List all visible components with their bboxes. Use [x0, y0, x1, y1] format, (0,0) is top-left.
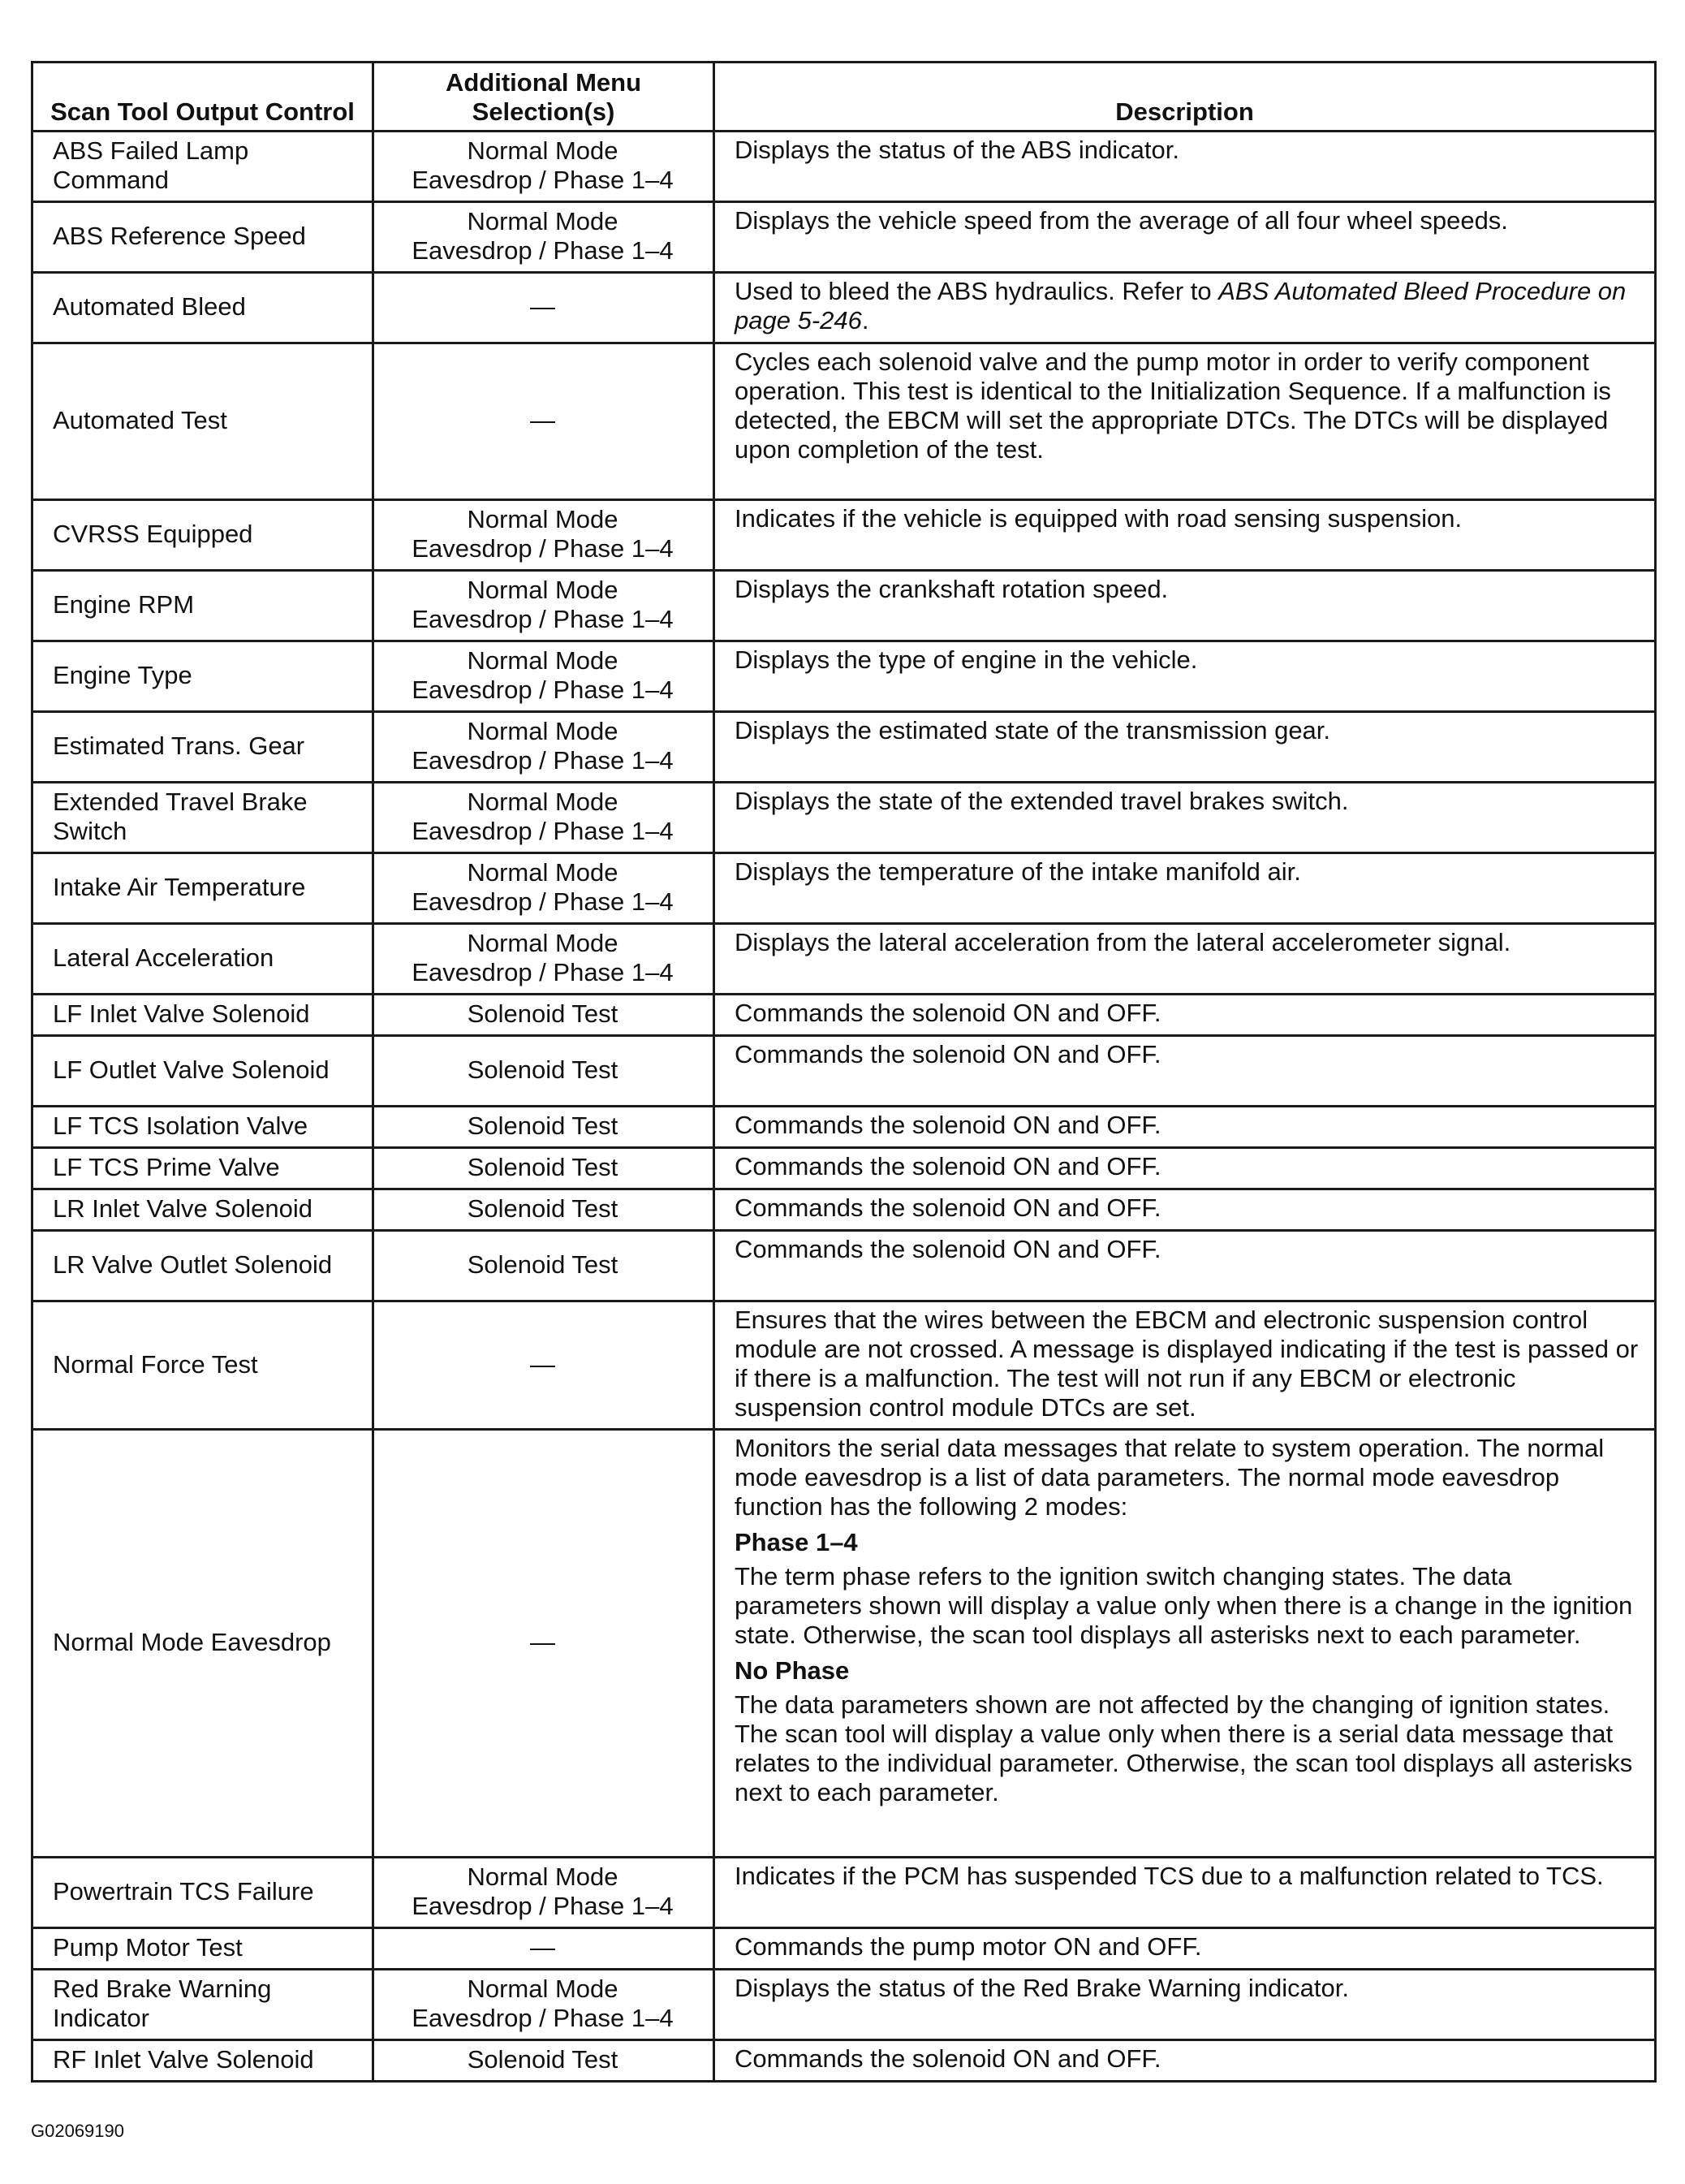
table-row: [32, 1970, 1656, 2040]
cell-menu-selection: —: [373, 343, 714, 500]
cell-menu-selection: Normal Mode Eavesdrop / Phase 1–4: [373, 1970, 714, 2040]
cell-output-control: Estimated Trans. Gear: [32, 712, 373, 783]
description-text: Displays the state of the extended travel brakes switch.: [735, 787, 1349, 815]
cell-output-control: Engine Type: [32, 641, 373, 712]
table-row: [32, 273, 1656, 343]
cell-output-control: LF TCS Prime Valve: [32, 1148, 373, 1189]
cell-description: [714, 712, 1656, 783]
cell-menu-selection: Normal Mode Eavesdrop / Phase 1–4: [373, 783, 714, 853]
table-row: [32, 1231, 1656, 1301]
cell-output-control: Automated Bleed: [32, 273, 373, 343]
cell-description: [714, 1189, 1656, 1231]
cell-output-control: CVRSS Equipped: [32, 500, 373, 571]
cell-output-control: Automated Test: [32, 343, 373, 500]
table-row: [32, 641, 1656, 712]
description-text: Commands the solenoid ON and OFF.: [735, 1152, 1161, 1180]
cell-description: [714, 1107, 1656, 1148]
description-text: Displays the estimated state of the transmission gear.: [735, 716, 1331, 745]
cell-description: [714, 1928, 1656, 1970]
table-row: [32, 924, 1656, 995]
table-body: [32, 132, 1656, 2082]
cell-menu-selection: Normal Mode Eavesdrop / Phase 1–4: [373, 500, 714, 571]
cell-menu-selection: Normal Mode Eavesdrop / Phase 1–4: [373, 571, 714, 641]
description-text: Used to bleed the ABS hydraulics. Refer to: [735, 277, 1219, 305]
cell-output-control: ABS Failed Lamp Command: [32, 132, 373, 202]
table-row: [32, 1430, 1656, 1858]
table-row: [32, 132, 1656, 202]
cell-description: [714, 995, 1656, 1036]
description-subtext: The term phase refers to the ignition switch changing states. The data parameters shown will display a value only when there is a change in the ignition state. Otherwise, the scan tool displays all asterisks next to each parameter.: [735, 1562, 1633, 1649]
header-description: Description: [714, 63, 1656, 132]
cell-description: [714, 571, 1656, 641]
cell-menu-selection: Normal Mode Eavesdrop / Phase 1–4: [373, 1858, 714, 1928]
cell-output-control: Lateral Acceleration: [32, 924, 373, 995]
table-row: [32, 2040, 1656, 2082]
description-subtext: The data parameters shown are not affected by the changing of ignition states. The scan tool will display a value only when there is a serial data message that relates to the individual parameter. Otherwise, the scan tool displays all asterisks next to each parameter.: [735, 1690, 1633, 1806]
cell-output-control: LF Inlet Valve Solenoid: [32, 995, 373, 1036]
description-text: Displays the crankshaft rotation speed.: [735, 575, 1169, 603]
table-row: [32, 853, 1656, 924]
cell-menu-selection: Solenoid Test: [373, 1036, 714, 1107]
description-text: Displays the status of the Red Brake Warning indicator.: [735, 1974, 1350, 2002]
cell-menu-selection: Solenoid Test: [373, 1231, 714, 1301]
cell-description: [714, 343, 1656, 500]
cell-description: [714, 1036, 1656, 1107]
cell-output-control: LR Inlet Valve Solenoid: [32, 1189, 373, 1231]
cell-output-control: Normal Force Test: [32, 1301, 373, 1430]
description-text: Commands the solenoid ON and OFF.: [735, 1193, 1161, 1222]
cell-menu-selection: —: [373, 1301, 714, 1430]
cell-menu-selection: Normal Mode Eavesdrop / Phase 1–4: [373, 853, 714, 924]
cell-output-control: Normal Mode Eavesdrop: [32, 1430, 373, 1858]
cell-menu-selection: Solenoid Test: [373, 1189, 714, 1231]
cell-description: [714, 1970, 1656, 2040]
cell-description: [714, 273, 1656, 343]
cell-output-control: LF Outlet Valve Solenoid: [32, 1036, 373, 1107]
table-header-row: [32, 63, 1656, 132]
table-row: [32, 1189, 1656, 1231]
table-row: [32, 202, 1656, 273]
cell-menu-selection: Normal Mode Eavesdrop / Phase 1–4: [373, 202, 714, 273]
table-row: [32, 1036, 1656, 1107]
header-scan-tool-output-control: Scan Tool Output Control: [32, 63, 373, 132]
table-row: [32, 1107, 1656, 1148]
cell-output-control: LR Valve Outlet Solenoid: [32, 1231, 373, 1301]
description-text: Commands the solenoid ON and OFF.: [735, 1235, 1161, 1263]
cell-menu-selection: —: [373, 1928, 714, 1970]
cell-menu-selection: Solenoid Test: [373, 995, 714, 1036]
figure-id: G02069190: [31, 2121, 124, 2141]
cell-description: [714, 924, 1656, 995]
cell-description: [714, 1231, 1656, 1301]
description-reference: ABS Automated Bleed Procedure on page 5-246: [735, 277, 1627, 335]
description-text: Indicates if the PCM has suspended TCS due to a malfunction related to TCS.: [735, 1862, 1604, 1890]
cell-description: [714, 641, 1656, 712]
cell-description: [714, 132, 1656, 202]
description-text: Displays the lateral acceleration from the lateral accelerometer signal.: [735, 928, 1511, 956]
cell-output-control: LF TCS Isolation Valve: [32, 1107, 373, 1148]
cell-output-control: Engine RPM: [32, 571, 373, 641]
cell-description: [714, 500, 1656, 571]
cell-description: [714, 1430, 1656, 1858]
table-row: [32, 783, 1656, 853]
cell-menu-selection: Solenoid Test: [373, 2040, 714, 2082]
cell-output-control: ABS Reference Speed: [32, 202, 373, 273]
cell-description: [714, 202, 1656, 273]
cell-description: [714, 1301, 1656, 1430]
table-row: [32, 1858, 1656, 1928]
description-text: Displays the status of the ABS indicator.: [735, 136, 1179, 164]
cell-menu-selection: Solenoid Test: [373, 1148, 714, 1189]
table-row: [32, 1928, 1656, 1970]
cell-menu-selection: Normal Mode Eavesdrop / Phase 1–4: [373, 641, 714, 712]
cell-menu-selection: Solenoid Test: [373, 1107, 714, 1148]
description-text: Commands the solenoid ON and OFF.: [735, 999, 1161, 1027]
description-text: Commands the solenoid ON and OFF.: [735, 2044, 1161, 2073]
cell-menu-selection: Normal Mode Eavesdrop / Phase 1–4: [373, 132, 714, 202]
cell-menu-selection: Normal Mode Eavesdrop / Phase 1–4: [373, 924, 714, 995]
cell-description: [714, 1858, 1656, 1928]
cell-output-control: Powertrain TCS Failure: [32, 1858, 373, 1928]
description-text: Commands the solenoid ON and OFF.: [735, 1040, 1161, 1068]
cell-output-control: Pump Motor Test: [32, 1928, 373, 1970]
cell-menu-selection: Normal Mode Eavesdrop / Phase 1–4: [373, 712, 714, 783]
cell-output-control: Intake Air Temperature: [32, 853, 373, 924]
cell-output-control: RF Inlet Valve Solenoid: [32, 2040, 373, 2082]
description-text: Indicates if the vehicle is equipped with road sensing suspension.: [735, 504, 1463, 533]
description-text: Cycles each solenoid valve and the pump motor in order to verify component operation. This test is identical to the Initialization Sequence. If a malfunction is detected, the EBCM will set the appropriate DTCs. The DTCs will be displayed upon completion of the test.: [735, 347, 1611, 464]
description-text: Monitors the serial data messages that relate to system operation. The normal mode eavesdrop is a list of data parameters. The normal mode eavesdrop function has the following 2 modes:: [735, 1434, 1605, 1521]
cell-description: [714, 2040, 1656, 2082]
table-row: [32, 500, 1656, 571]
description-text: Commands the pump motor ON and OFF.: [735, 1932, 1202, 1961]
table-row: [32, 1301, 1656, 1430]
cell-description: [714, 783, 1656, 853]
table-row: [32, 571, 1656, 641]
header-additional-menu-selections: Additional Menu Selection(s): [373, 63, 714, 132]
description-subheading: Phase 1–4: [735, 1528, 858, 1556]
table-row: [32, 712, 1656, 783]
cell-menu-selection: —: [373, 273, 714, 343]
scan-tool-output-control-table: [31, 61, 1657, 2083]
description-text: Displays the vehicle speed from the average of all four wheel speeds.: [735, 206, 1508, 235]
description-end: .: [861, 306, 869, 335]
description-text: Displays the temperature of the intake manifold air.: [735, 857, 1301, 886]
description-text: Displays the type of engine in the vehicle.: [735, 645, 1198, 674]
description-subheading: No Phase: [735, 1656, 850, 1685]
description-text: Commands the solenoid ON and OFF.: [735, 1111, 1161, 1139]
table-row: [32, 343, 1656, 500]
cell-description: [714, 1148, 1656, 1189]
cell-menu-selection: —: [373, 1430, 714, 1858]
cell-output-control: Red Brake Warning Indicator: [32, 1970, 373, 2040]
table-row: [32, 1148, 1656, 1189]
table-row: [32, 995, 1656, 1036]
cell-description: [714, 853, 1656, 924]
cell-output-control: Extended Travel Brake Switch: [32, 783, 373, 853]
description-text: Ensures that the wires between the EBCM and electronic suspension control module are not crossed. A message is displayed indicating if the test is passed or if there is a malfunction. The test will not run if any EBCM or electronic suspension control module DTCs are set.: [735, 1306, 1639, 1422]
